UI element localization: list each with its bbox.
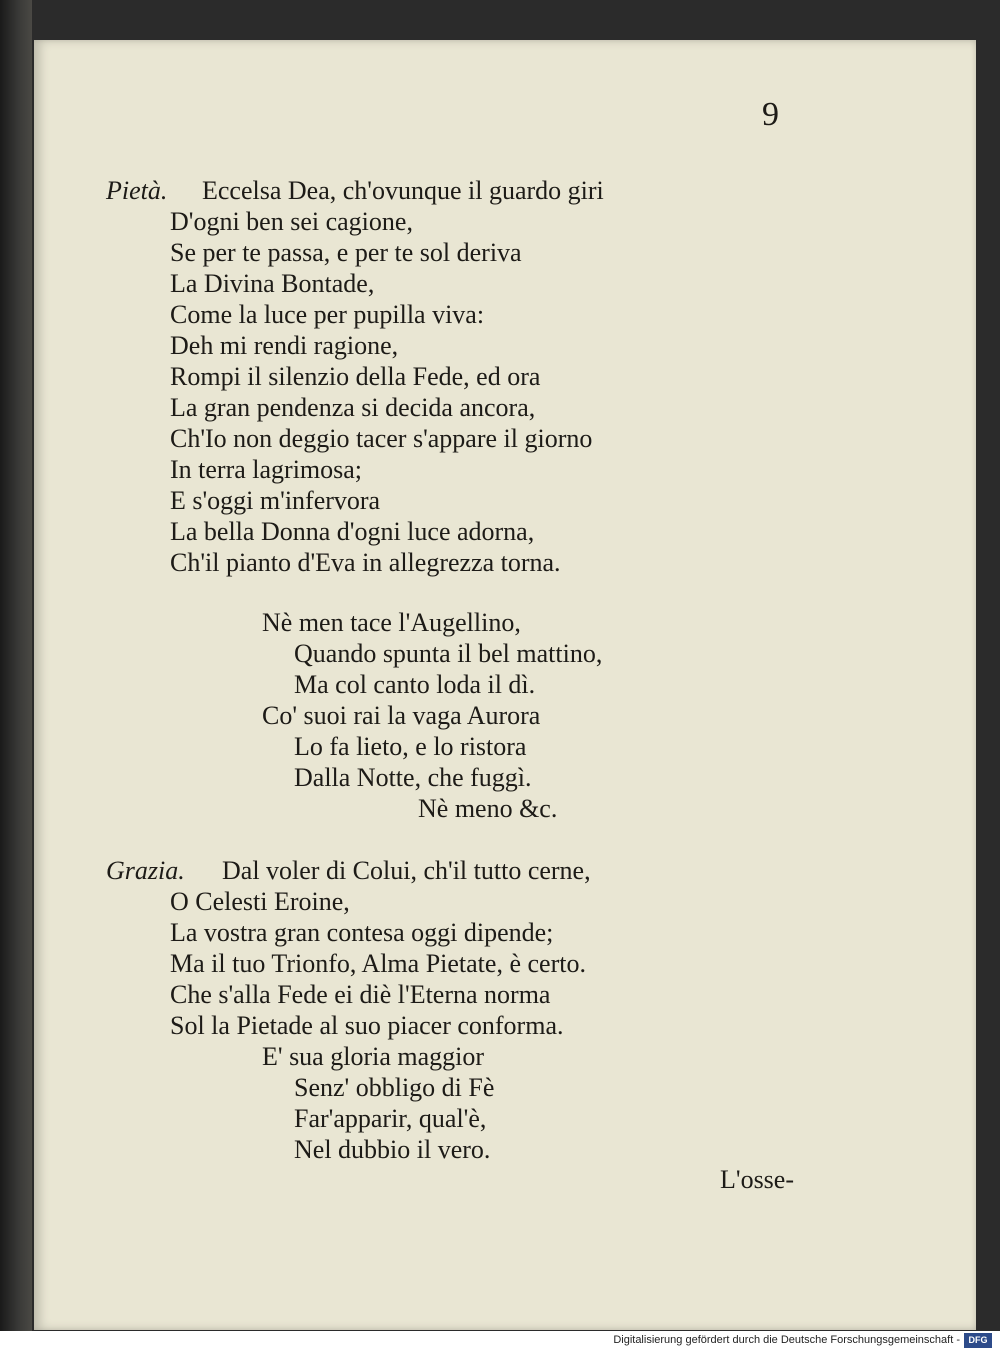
- aria-line: Quando spunta il bel mattino,: [294, 639, 603, 668]
- dfg-logo: DFG: [964, 1333, 992, 1348]
- footer-bar: [0, 1331, 1000, 1351]
- verse-line: Ch'il pianto d'Eva in allegrezza torna.: [170, 548, 561, 577]
- aria-line: E' sua gloria maggior: [262, 1042, 485, 1071]
- verse-line: D'ogni ben sei cagione,: [170, 207, 413, 236]
- verse-line: Sol la Pietade al suo piacer conforma.: [170, 1011, 564, 1040]
- verse-line: E s'oggi m'infervora: [170, 486, 381, 515]
- aria-line: Far'apparir, qual'è,: [294, 1104, 487, 1133]
- aria-line: Ma col canto loda il dì.: [294, 670, 536, 699]
- aria-line: Senz' obbligo di Fè: [294, 1073, 495, 1102]
- aria-line: Lo fa lieto, e lo ristora: [294, 732, 527, 761]
- aria-line: Co' suoi rai la vaga Aurora: [262, 701, 541, 730]
- verse-line: Deh mi rendi ragione,: [170, 331, 399, 360]
- verse-line: La vostra gran contesa oggi dipende;: [170, 918, 554, 947]
- verse-line: La bella Donna d'ogni luce adorna,: [170, 517, 535, 546]
- catchword: L'osse-: [720, 1165, 795, 1194]
- verse-line: O Celesti Eroine,: [170, 887, 350, 916]
- verse-line: Ma il tuo Trionfo, Alma Pietate, è certo.: [170, 949, 586, 978]
- funding-credit: Digitalisierung gefördert durch die Deutsche Forschungsgemeinschaft -: [613, 1334, 960, 1346]
- verse-line: La Divina Bontade,: [170, 269, 375, 298]
- scan-background: [0, 0, 32, 1351]
- verse-line: La gran pendenza si decida ancora,: [170, 393, 536, 422]
- aria-line: Nel dubbio il vero.: [294, 1135, 491, 1164]
- speaker-grazia: Grazia.: [106, 856, 185, 885]
- book-page: [34, 40, 976, 1330]
- aria-refrain: Nè meno &c.: [418, 794, 558, 823]
- aria-line: Dalla Notte, che fuggì.: [294, 763, 532, 792]
- verse-line: Come la luce per pupilla viva:: [170, 300, 485, 329]
- verse-line: Se per te passa, e per te sol deriva: [170, 238, 522, 267]
- aria-line: Nè men tace l'Augellino,: [262, 608, 521, 637]
- verse-line: Ch'Io non deggio tacer s'appare il giorno: [170, 424, 593, 453]
- verse-line: Dal voler di Colui, ch'il tutto cerne,: [222, 856, 591, 885]
- speaker-pieta: Pietà.: [106, 176, 168, 205]
- page-number: 9: [762, 96, 779, 133]
- verse-line: Che s'alla Fede ei diè l'Eterna norma: [170, 980, 551, 1009]
- verse-line: Eccelsa Dea, ch'ovunque il guardo giri: [202, 176, 604, 205]
- verse-line: Rompi il silenzio della Fede, ed ora: [170, 362, 541, 391]
- verse-line: In terra lagrimosa;: [170, 455, 363, 484]
